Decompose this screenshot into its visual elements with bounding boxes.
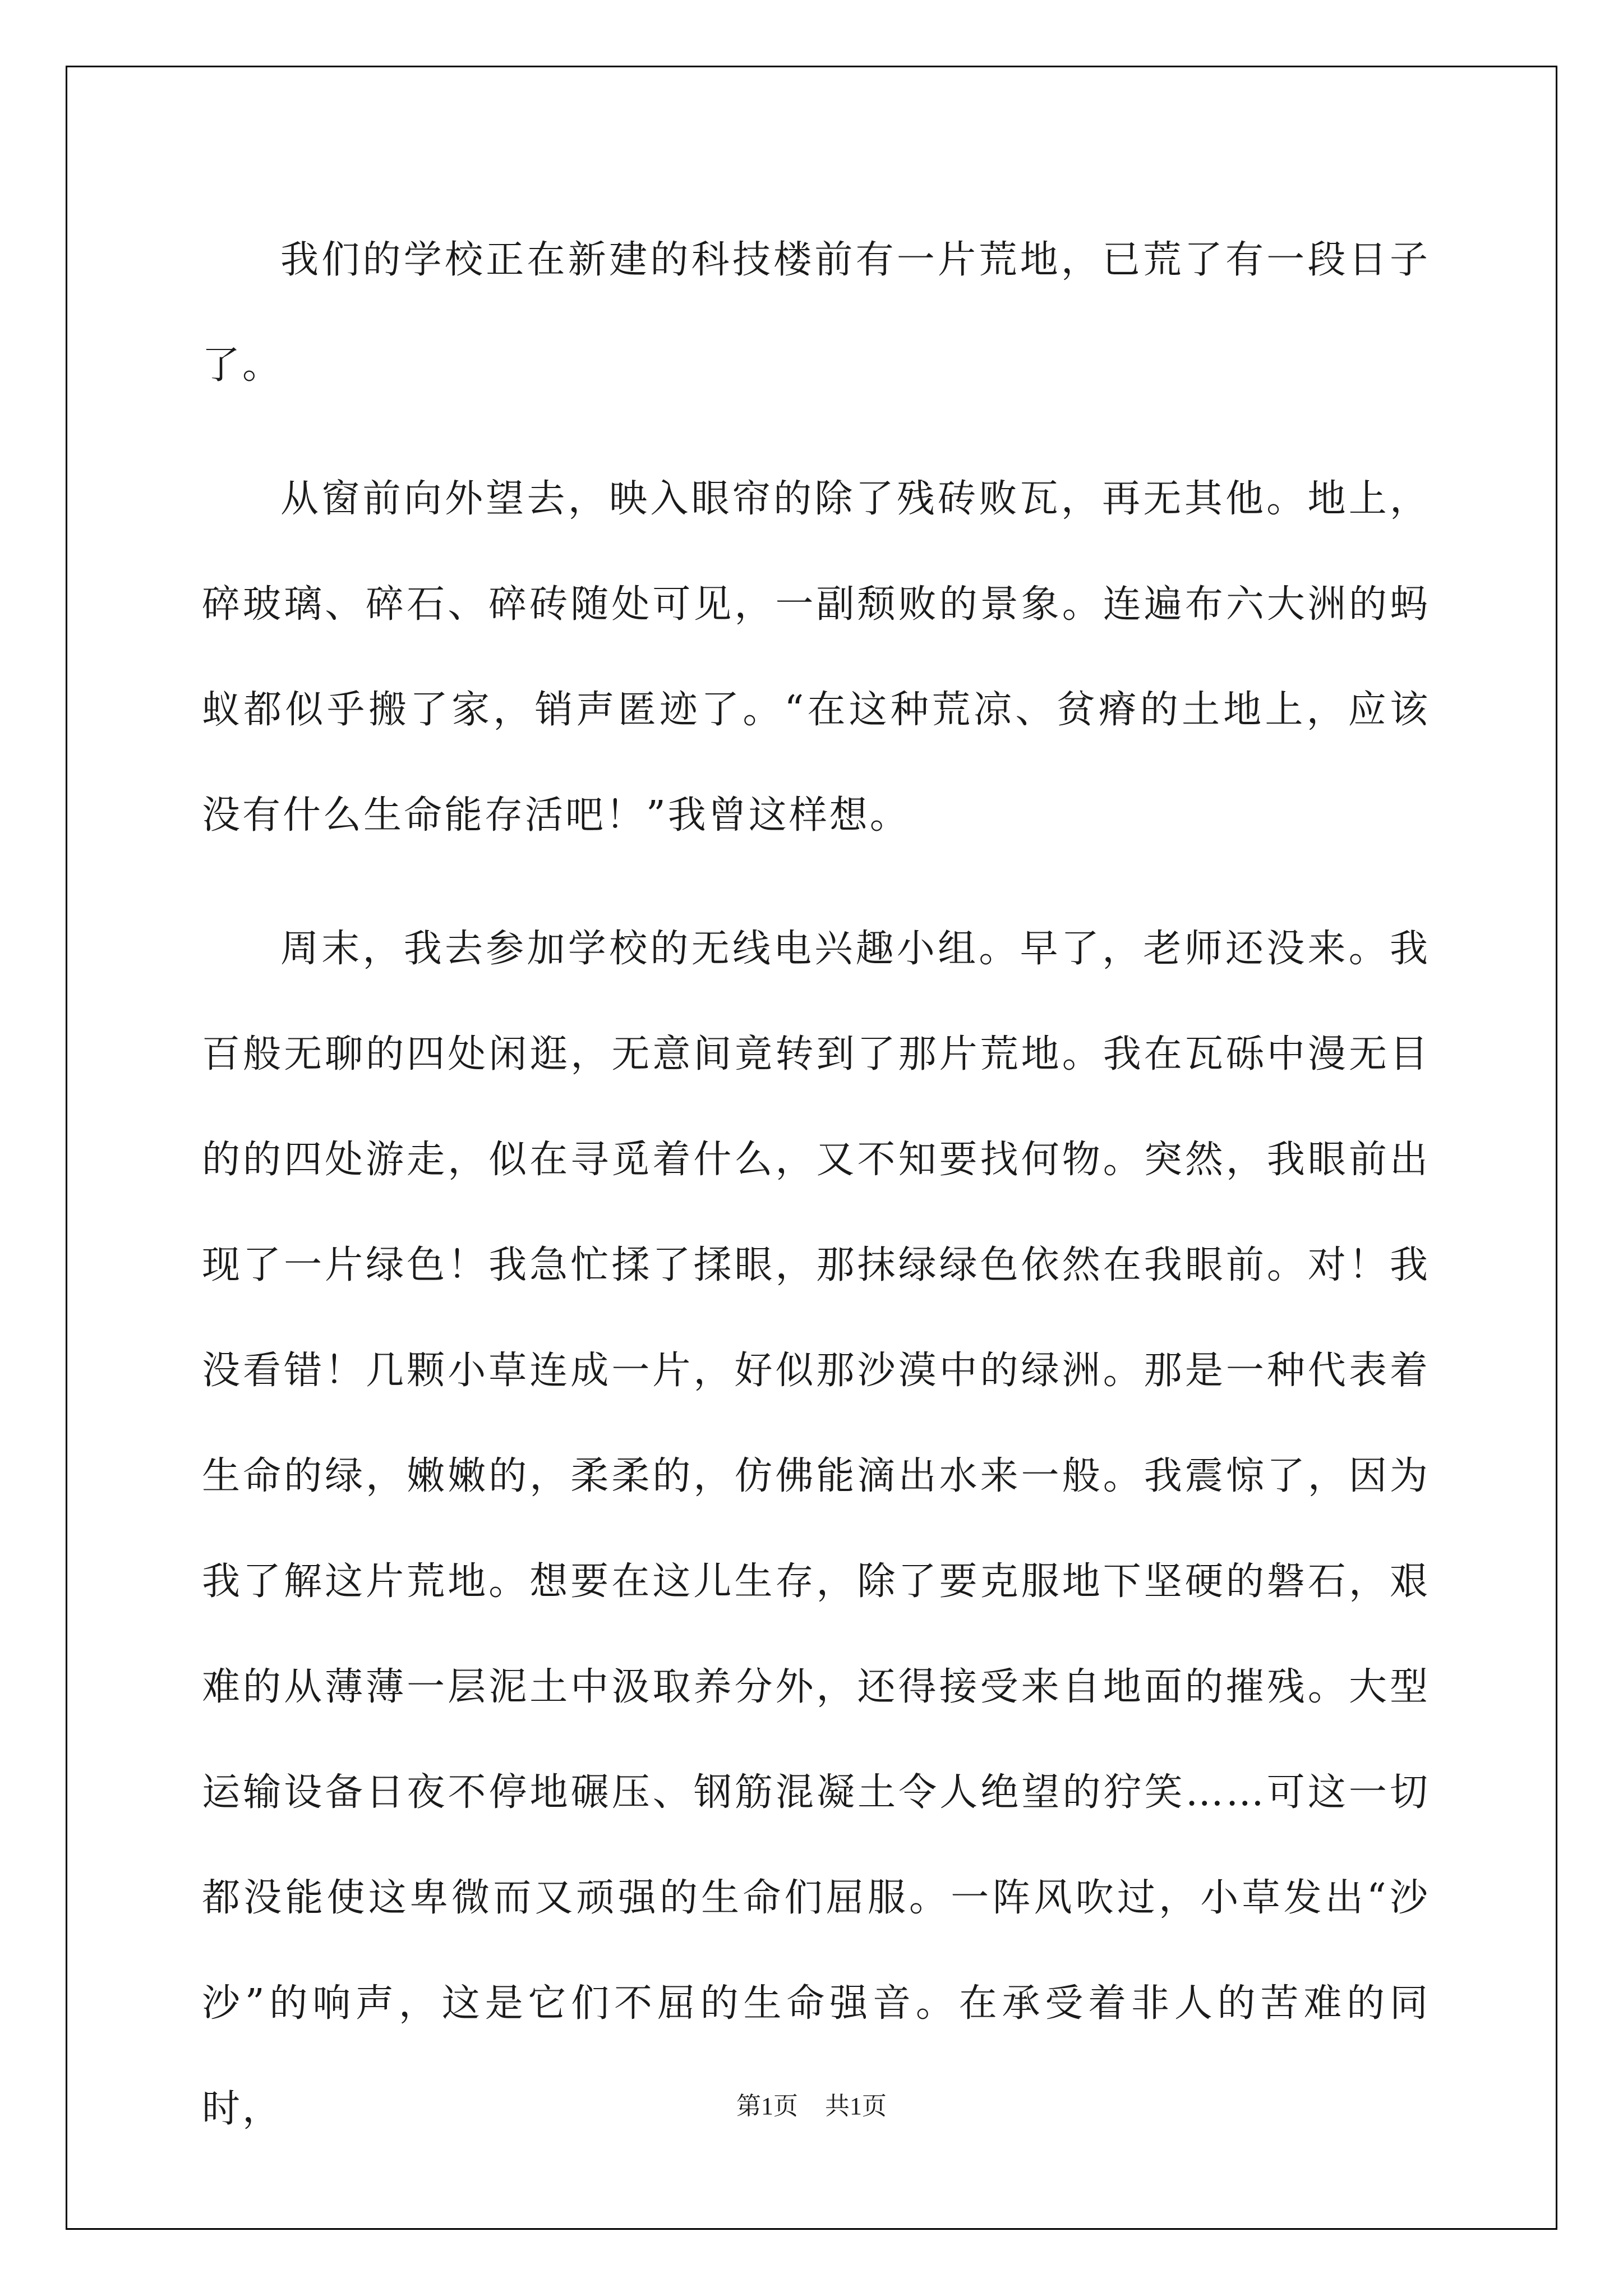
page-number-current: 第1页	[736, 2092, 798, 2120]
document-body	[202, 208, 1430, 2190]
page-number-total: 共1页	[825, 2092, 887, 2120]
paragraph-1: 我们的学校正在新建的科技楼前有一片荒地，已荒了有一段日子了。	[202, 238, 1430, 388]
paragraph-2: 从窗前向外望去，映入眼帘的除了残砖败瓦，再无其他。地上，碎玻璃、碎石、碎砖随处可见，一副颓败的景象。连遍布六大洲的蚂蚁都似乎搬了家，销声匿迹了。“在这种荒凉、贫瘠的土地上，应该没有什么生命能存活吧！”我曾这样想。	[202, 477, 1430, 838]
page-footer	[0, 2086, 1623, 2122]
paragraph-3: 周末，我去参加学校的无线电兴趣小组。早了，老师还没来。我百般无聊的四处闲逛，无意间竟转到了那片荒地。我在瓦砾中漫无目的的四处游走，似在寻觅着什么，又不知要找何物。突然，我眼前出现了一片绿色！我急忙揉了揉眼，那抹绿绿色依然在我眼前。对！我没看错！几颗小草连成一片，好似那沙漠中的绿洲。那是一种代表着生命的绿，嫩嫩的，柔柔的，仿佛能滴出水来一般。我震惊了，因为我了解这片荒地。想要在这儿生存，除了要克服地下坚硬的磐石，艰难的从薄薄一层泥土中汲取养分外，还得接受来自地面的摧残。大型运输设备日夜不停地碾压、钢筋混凝土令人绝望的狞笑……可这一切都没能使这卑微而又顽强的生命们屈服。一阵风吹过，小草发出“沙沙”的响声，这是它们不屈的生命强音。在承受着非人的苦难的同时，	[202, 927, 1430, 2131]
